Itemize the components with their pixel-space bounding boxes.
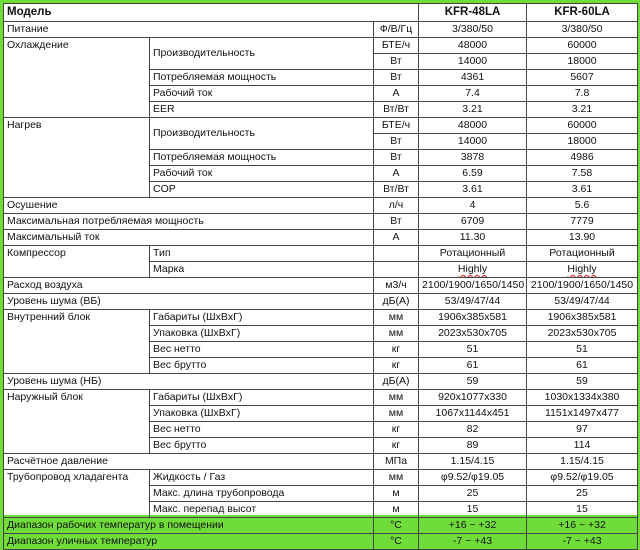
model-1-value: 920x1077x330 — [419, 390, 527, 406]
model-1-value: 48000 — [419, 118, 527, 134]
spec-table-frame — [3, 3, 637, 547]
model-1-value: 3878 — [419, 150, 527, 166]
row-parameter-label: EER — [150, 102, 374, 118]
model-1-value: -7 ~ +43 — [419, 534, 527, 550]
model-2-value: 2100/1900/1650/1450 — [527, 278, 638, 294]
model-1-value: 4361 — [419, 70, 527, 86]
table-row — [4, 214, 638, 230]
row-section-label: Трубопровод хладагента — [4, 470, 150, 518]
row-unit: кг — [374, 438, 419, 454]
model-1-value: 7.4 — [419, 86, 527, 102]
row-parameter-label: Габариты (ШxВxГ) — [150, 310, 374, 326]
model-1-value: Ротационный — [419, 246, 527, 262]
row-section-label: Нагрев — [4, 118, 150, 198]
row-unit: Вт — [374, 214, 419, 230]
table-row — [4, 470, 638, 486]
model-2-header: KFR-60LA — [527, 4, 638, 22]
table-row — [4, 22, 638, 38]
model-2-value: 4986 — [527, 150, 638, 166]
model-2-value: Highly — [527, 262, 638, 278]
row-parameter-label: Макс. длина трубопровода — [150, 486, 374, 502]
model-1-value: φ9.52/φ19.05 — [419, 470, 527, 486]
row-unit: Вт/Вт — [374, 182, 419, 198]
row-parameter-label: Потребляемая мощность — [150, 150, 374, 166]
model-1-value: 6.59 — [419, 166, 527, 182]
model-2-value: 7779 — [527, 214, 638, 230]
table-row — [4, 534, 638, 550]
row-parameter-label: COP — [150, 182, 374, 198]
row-parameter-label: Марка — [150, 262, 374, 278]
model-2-value: Ротационный — [527, 246, 638, 262]
row-section-label: Внутренний блок — [4, 310, 150, 374]
model-1-value: 2100/1900/1650/1450 — [419, 278, 527, 294]
row-unit: А — [374, 166, 419, 182]
row-parameter-label: Потребляемая мощность — [150, 70, 374, 86]
model-1-value: 82 — [419, 422, 527, 438]
row-parameter-label: Габариты (ШxВxГ) — [150, 390, 374, 406]
model-2-value: 3.21 — [527, 102, 638, 118]
table-row — [4, 246, 638, 262]
row-unit: Ф/В/Гц — [374, 22, 419, 38]
table-row — [4, 310, 638, 326]
model-2-value: 13.90 — [527, 230, 638, 246]
row-parameter-label: Макс. перепад высот — [150, 502, 374, 518]
model-2-value: 7.8 — [527, 86, 638, 102]
table-row — [4, 374, 638, 390]
row-section-label: Осушение — [4, 198, 374, 214]
table-row — [4, 390, 638, 406]
row-unit: °C — [374, 518, 419, 534]
model-2-value: 2023x530x705 — [527, 326, 638, 342]
table-row — [4, 278, 638, 294]
model-1-value: 1.15/4.15 — [419, 454, 527, 470]
model-1-value: 11.30 — [419, 230, 527, 246]
row-unit: Вт — [374, 134, 419, 150]
row-unit: Вт — [374, 54, 419, 70]
row-parameter-label: Упаковка (ШxВxГ) — [150, 326, 374, 342]
row-unit — [374, 262, 419, 278]
model-2-value: 1.15/4.15 — [527, 454, 638, 470]
table-row — [4, 118, 638, 134]
row-section-label: Расход воздуха — [4, 278, 374, 294]
model-2-value: 3.61 — [527, 182, 638, 198]
row-section-label: Компрессор — [4, 246, 150, 278]
row-unit: °C — [374, 534, 419, 550]
row-unit: А — [374, 230, 419, 246]
model-1-value: 61 — [419, 358, 527, 374]
model-1-value: 14000 — [419, 54, 527, 70]
model-2-value: 51 — [527, 342, 638, 358]
model-1-value: 25 — [419, 486, 527, 502]
row-parameter-label: Вес брутто — [150, 358, 374, 374]
row-unit: БТЕ/ч — [374, 118, 419, 134]
row-parameter-label: Вес брутто — [150, 438, 374, 454]
model-1-value: 59 — [419, 374, 527, 390]
model-1-value: 1906x385x581 — [419, 310, 527, 326]
model-1-header: KFR-48LA — [419, 4, 527, 22]
model-2-value: 7.58 — [527, 166, 638, 182]
row-section-label: Диапазон уличных температур — [4, 534, 374, 550]
row-section-label: Максимальный ток — [4, 230, 374, 246]
row-parameter-label: Рабочий ток — [150, 86, 374, 102]
row-unit: МПа — [374, 454, 419, 470]
model-2-value: 15 — [527, 502, 638, 518]
model-1-value: 89 — [419, 438, 527, 454]
row-parameter-label: Вес нетто — [150, 342, 374, 358]
model-2-value: 1906x385x581 — [527, 310, 638, 326]
row-unit: кг — [374, 342, 419, 358]
model-1-value: 3.61 — [419, 182, 527, 198]
model-2-value: 1030x1334x380 — [527, 390, 638, 406]
table-row — [4, 38, 638, 54]
row-section-label: Расчётное давление — [4, 454, 374, 470]
row-unit: дБ(А) — [374, 374, 419, 390]
model-2-value: 60000 — [527, 38, 638, 54]
row-unit: мм — [374, 470, 419, 486]
model-1-value: 48000 — [419, 38, 527, 54]
row-unit: мм — [374, 390, 419, 406]
model-1-value: 3/380/50 — [419, 22, 527, 38]
row-parameter-label: Жидкость / Газ — [150, 470, 374, 486]
header-label: Модель — [4, 4, 419, 22]
row-unit: м3/ч — [374, 278, 419, 294]
table-row — [4, 454, 638, 470]
table-header-row — [4, 4, 638, 22]
row-unit: мм — [374, 406, 419, 422]
model-2-value: 60000 — [527, 118, 638, 134]
row-unit — [374, 246, 419, 262]
row-unit: л/ч — [374, 198, 419, 214]
model-1-value: 6709 — [419, 214, 527, 230]
row-parameter-label: Тип — [150, 246, 374, 262]
model-1-value: 3.21 — [419, 102, 527, 118]
model-1-value: 2023x530x705 — [419, 326, 527, 342]
row-parameter-label: Рабочий ток — [150, 166, 374, 182]
table-row — [4, 518, 638, 534]
row-section-label: Уровень шума (ВБ) — [4, 294, 374, 310]
row-unit: Вт — [374, 70, 419, 86]
row-unit: кг — [374, 422, 419, 438]
row-parameter-label: Вес нетто — [150, 422, 374, 438]
model-2-value: 59 — [527, 374, 638, 390]
row-section-label: Уровень шума (НБ) — [4, 374, 374, 390]
model-1-value: 4 — [419, 198, 527, 214]
model-2-value: 97 — [527, 422, 638, 438]
model-2-value: 53/49/47/44 — [527, 294, 638, 310]
row-section-label: Максимальная потребляемая мощность — [4, 214, 374, 230]
table-row — [4, 230, 638, 246]
model-1-value: +16 ~ +32 — [419, 518, 527, 534]
row-parameter-label: Упаковка (ШxВxГ) — [150, 406, 374, 422]
row-unit: Вт/Вт — [374, 102, 419, 118]
model-1-value: Highly — [419, 262, 527, 278]
model-2-value: 61 — [527, 358, 638, 374]
model-1-value: 51 — [419, 342, 527, 358]
row-unit: мм — [374, 310, 419, 326]
model-2-value: 5.6 — [527, 198, 638, 214]
model-2-value: 114 — [527, 438, 638, 454]
row-parameter-label: Производительность — [150, 118, 374, 150]
model-2-value: 18000 — [527, 134, 638, 150]
model-2-value: 1151x1497x477 — [527, 406, 638, 422]
row-unit: дБ(А) — [374, 294, 419, 310]
model-2-value: 18000 — [527, 54, 638, 70]
model-2-value: φ9.52/φ19.05 — [527, 470, 638, 486]
row-section-label: Питание — [4, 22, 374, 38]
row-unit: кг — [374, 358, 419, 374]
row-unit: мм — [374, 326, 419, 342]
row-unit: А — [374, 86, 419, 102]
row-section-label: Охлаждение — [4, 38, 150, 118]
model-1-value: 1067x1144x451 — [419, 406, 527, 422]
model-1-value: 15 — [419, 502, 527, 518]
row-unit: БТЕ/ч — [374, 38, 419, 54]
model-1-value: 53/49/47/44 — [419, 294, 527, 310]
row-section-label: Диапазон рабочих температур в помещении — [4, 518, 374, 534]
row-unit: м — [374, 502, 419, 518]
model-1-value: 14000 — [419, 134, 527, 150]
model-2-value: +16 ~ +32 — [527, 518, 638, 534]
table-row — [4, 294, 638, 310]
spec-table — [3, 3, 638, 550]
row-unit: Вт — [374, 150, 419, 166]
model-2-value: 25 — [527, 486, 638, 502]
row-unit: м — [374, 486, 419, 502]
row-parameter-label: Производительность — [150, 38, 374, 70]
model-2-value: 5607 — [527, 70, 638, 86]
table-row — [4, 198, 638, 214]
row-section-label: Наружный блок — [4, 390, 150, 454]
model-2-value: -7 ~ +43 — [527, 534, 638, 550]
model-2-value: 3/380/50 — [527, 22, 638, 38]
